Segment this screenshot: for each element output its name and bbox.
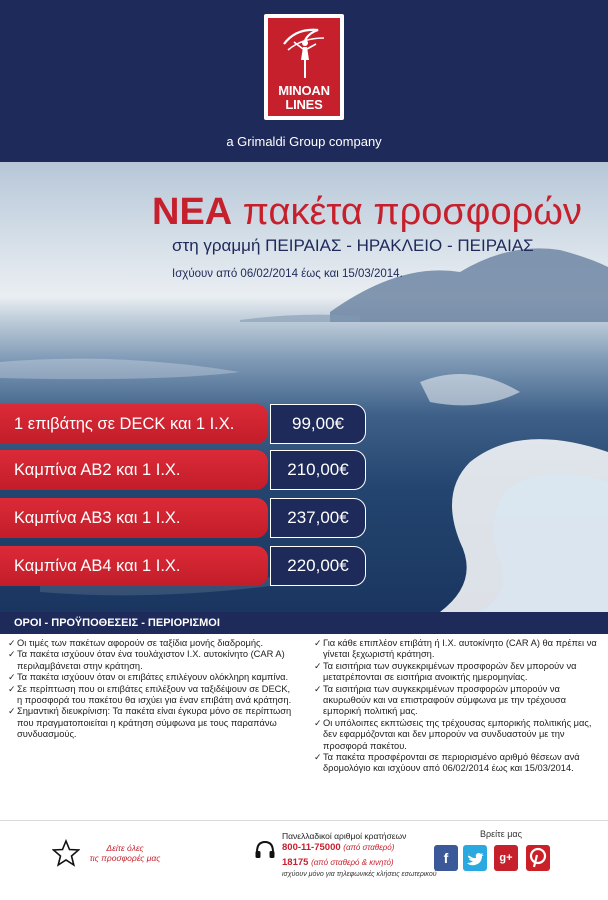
tagline: a Grimaldi Group company xyxy=(226,134,382,149)
googleplus-icon[interactable]: g+ xyxy=(494,845,518,871)
terms-heading: ΟΡΟΙ - ΠΡΟΫΠΟΘΕΣΕΙΣ - ΠΕΡΙΟΡΙΣΜΟΙ xyxy=(0,612,608,634)
term-item: ✓ Σημαντική διευκρίνιση: Τα πακέτα είναι έγκυρα μόνο σε περίπτωση που πραγματοποιείται η κράτηση σύμφωνα με τους παραπάνω συνδυασμούς. xyxy=(8,706,292,740)
facebook-icon[interactable]: f xyxy=(434,845,458,871)
terms-right-column xyxy=(314,638,598,775)
term-item: ✓ Για κάθε επιπλέον επιβάτη ή Ι.Χ. αυτοκίνητο (CAR A) θα πρέπει να γίνεται ξεχωριστή κράτηση. xyxy=(314,638,598,661)
term-item: ✓ Τα πακέτα ισχύουν όταν οι επιβάτες επιλέγουν ολόκληρη καμπίνα. xyxy=(8,672,292,683)
offer-label: Καμπίνα ΑΒ3 και 1 Ι.Χ. xyxy=(0,498,268,538)
phone1-number: 800-11-75000 xyxy=(282,842,341,853)
offer-row[interactable] xyxy=(0,546,370,586)
pinterest-icon[interactable] xyxy=(526,845,550,871)
phone-number-2[interactable] xyxy=(282,857,394,868)
see-all-offers-line1: Δείτε όλες xyxy=(106,843,144,853)
logo-red-panel xyxy=(268,18,340,116)
minoan-figure-icon xyxy=(278,24,330,82)
offer-price: 99,00€ xyxy=(270,404,366,444)
offer-price: 210,00€ xyxy=(270,450,366,490)
logo-text-lines: LINES xyxy=(285,97,323,112)
phone1-note: (από σταθερό) xyxy=(343,843,395,852)
term-item: ✓ Οι τιμές των πακέτων αφορούν σε ταξίδια μονής διαδρομής. xyxy=(8,638,292,649)
pinterest-glyph xyxy=(526,845,550,871)
title-offer-packages: πακέτα προσφορών xyxy=(232,191,582,233)
term-item: ✓ Τα πακέτα ισχύουν όταν ένα τουλάχιστον Ι.Χ. αυτοκίνητο (CAR A) περιλαμβάνεται στην κράτηση. xyxy=(8,649,292,672)
terms-left-column xyxy=(8,638,292,741)
term-item: ✓ Οι υπόλοιπες εκπτώσεις της τρέχουσας εμπορικής πολιτικής μας, δεν εφαρμόζονται και δεν μπορούν να συνδυαστούν με την προσφορά πακέτου. xyxy=(314,718,598,752)
validity-text: Ισχύουν από 06/02/2014 έως και 15/03/2014. xyxy=(172,268,403,280)
phone2-number: 18175 xyxy=(282,857,309,868)
hero-banner xyxy=(0,162,608,612)
phone2-note: (από σταθερό & κινητό) xyxy=(311,858,394,867)
phone-number-1[interactable] xyxy=(282,842,394,853)
see-all-offers-link[interactable] xyxy=(80,843,170,863)
offer-row[interactable] xyxy=(0,498,370,538)
twitter-icon[interactable] xyxy=(463,845,487,871)
route-subtitle: στη γραμμή ΠΕΙΡΑΙΑΣ - ΗΡΑΚΛΕΙΟ - ΠΕΙΡΑΙΑΣ xyxy=(172,236,534,255)
offer-label: Καμπίνα ΑΒ2 και 1 Ι.Χ. xyxy=(0,450,268,490)
star-icon[interactable] xyxy=(52,839,80,867)
twitter-bird-glyph xyxy=(463,845,487,871)
logo-text-minoan: MINOAN xyxy=(278,83,330,98)
phones-footnote: ισχύουν μόνο για τηλεφωνικές κλήσεις εσωτερικού xyxy=(282,871,437,878)
phones-title: Πανελλαδικοί αριθμοί κρατήσεων xyxy=(282,831,407,841)
title-new: ΝΕΑ xyxy=(152,191,233,233)
find-us-label: Βρείτε μας xyxy=(480,829,522,839)
offer-price: 220,00€ xyxy=(270,546,366,586)
offer-row[interactable] xyxy=(0,450,370,490)
term-item: ✓ Τα εισιτήρια των συγκεκριμένων προσφορών δεν μπορούν να μετατρέπονται σε εισιτήρια ανοικτής ημερομηνίας. xyxy=(314,661,598,684)
offer-label: Καμπίνα ΑΒ4 και 1 Ι.Χ. xyxy=(0,546,268,586)
see-all-offers-line2: τις προσφορές μας xyxy=(89,853,161,863)
offer-row[interactable] xyxy=(0,404,370,444)
offer-price: 237,00€ xyxy=(270,498,366,538)
headset-icon xyxy=(254,839,276,861)
header xyxy=(0,0,608,162)
term-item: ✓ Τα εισιτήρια των συγκεκριμένων προσφορών μπορούν να ακυρωθούν και να επιστραφούν σύμφωνα με την τρέχουσα εμπορική πολιτική μας. xyxy=(314,684,598,718)
offer-label: 1 επιβάτης σε DECK και 1 Ι.Χ. xyxy=(0,404,268,444)
footer xyxy=(0,820,608,900)
term-item: ✓ Σε περίπτωση που οι επιβάτες επιλέξουν να ταξιδέψουν σε DECK, η προσφορά του πακέτου θα ισχύει για έναν επιβάτη ανά κράτηση. xyxy=(8,684,292,707)
page-title xyxy=(152,192,582,232)
minoan-lines-logo[interactable] xyxy=(264,14,344,120)
term-item: ✓ Τα πακέτα προσφέρονται σε περιορισμένο αριθμό θέσεων ανά δρομολόγιο και ισχύουν από 06/02/2014 έως και 15/03/2014. xyxy=(314,752,598,775)
